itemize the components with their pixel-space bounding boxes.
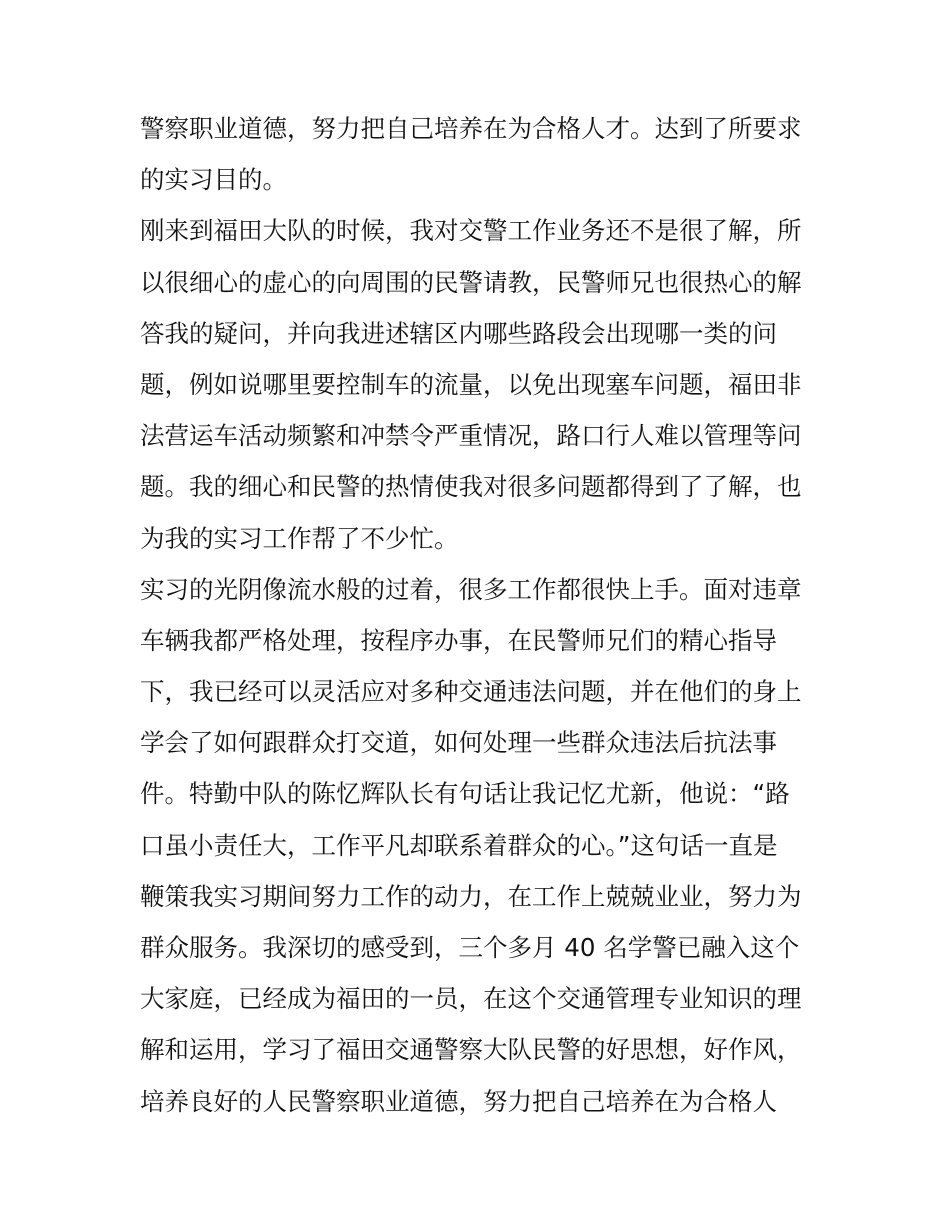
text-line: 法营运车活动频繁和冲禁令严重情况，路口行人难以管理等问 [140, 421, 802, 451]
text-line: 大家庭，已经成为福田的一员，在这个交通管理专业知识的理 [140, 984, 802, 1014]
text-line: 群众服务。我深切的感受到，三个多月 40 名学警已融入这个 [140, 933, 800, 962]
text-line: 实习的光阴像流水般的过着，很多工作都很快上手。面对违章 [140, 574, 802, 604]
text-line: 的实习目的。 [140, 165, 287, 195]
text-line: 以很细心的虚心的向周围的民警请教，民警师兄也很热心的解 [140, 267, 802, 297]
text-line: 下，我已经可以灵活应对多种交通违法问题，并在他们的身上 [140, 677, 802, 707]
text-line: 件。特勤中队的陈忆辉队长有句话让我记忆尤新，他说：“路 [140, 779, 790, 809]
text-line: 刚来到福田大队的时候，我对交警工作业务还不是很了解，所 [140, 216, 802, 246]
text-line: 警察职业道德，努力把自己培养在为合格人才。达到了所要求 [140, 114, 802, 143]
text-line: 培养良好的人民警察职业道德，努力把自己培养在为合格人 [140, 1086, 777, 1116]
text-line: 为我的实习工作帮了不少忙。 [140, 523, 459, 553]
text-line: 解和运用，学习了福田交通警察大队民警的好思想，好作风， [140, 1035, 802, 1065]
text-line: 车辆我都严格处理，按程序办事，在民警师兄们的精心指导 [140, 625, 777, 655]
text-line: 学会了如何跟群众打交道，如何处理一些群众违法后抗法事 [140, 728, 777, 758]
text-line: 题，例如说哪里要控制车的流量，以免出现塞车问题，福田非 [140, 369, 802, 399]
text-line: 鞭策我实习期间努力工作的动力，在工作上兢兢业业，努力为 [140, 881, 802, 911]
text-line: 答我的疑问，并向我进述辖区内哪些路段会出现哪一类的问 [140, 318, 777, 348]
text-line: 题。我的细心和民警的热情使我对很多问题都得到了了解，也 [140, 472, 802, 502]
body-text [140, 103, 820, 1127]
text-line: 口虽小责任大，工作平凡却联系着群众的心。”这句话一直是 [140, 830, 778, 860]
